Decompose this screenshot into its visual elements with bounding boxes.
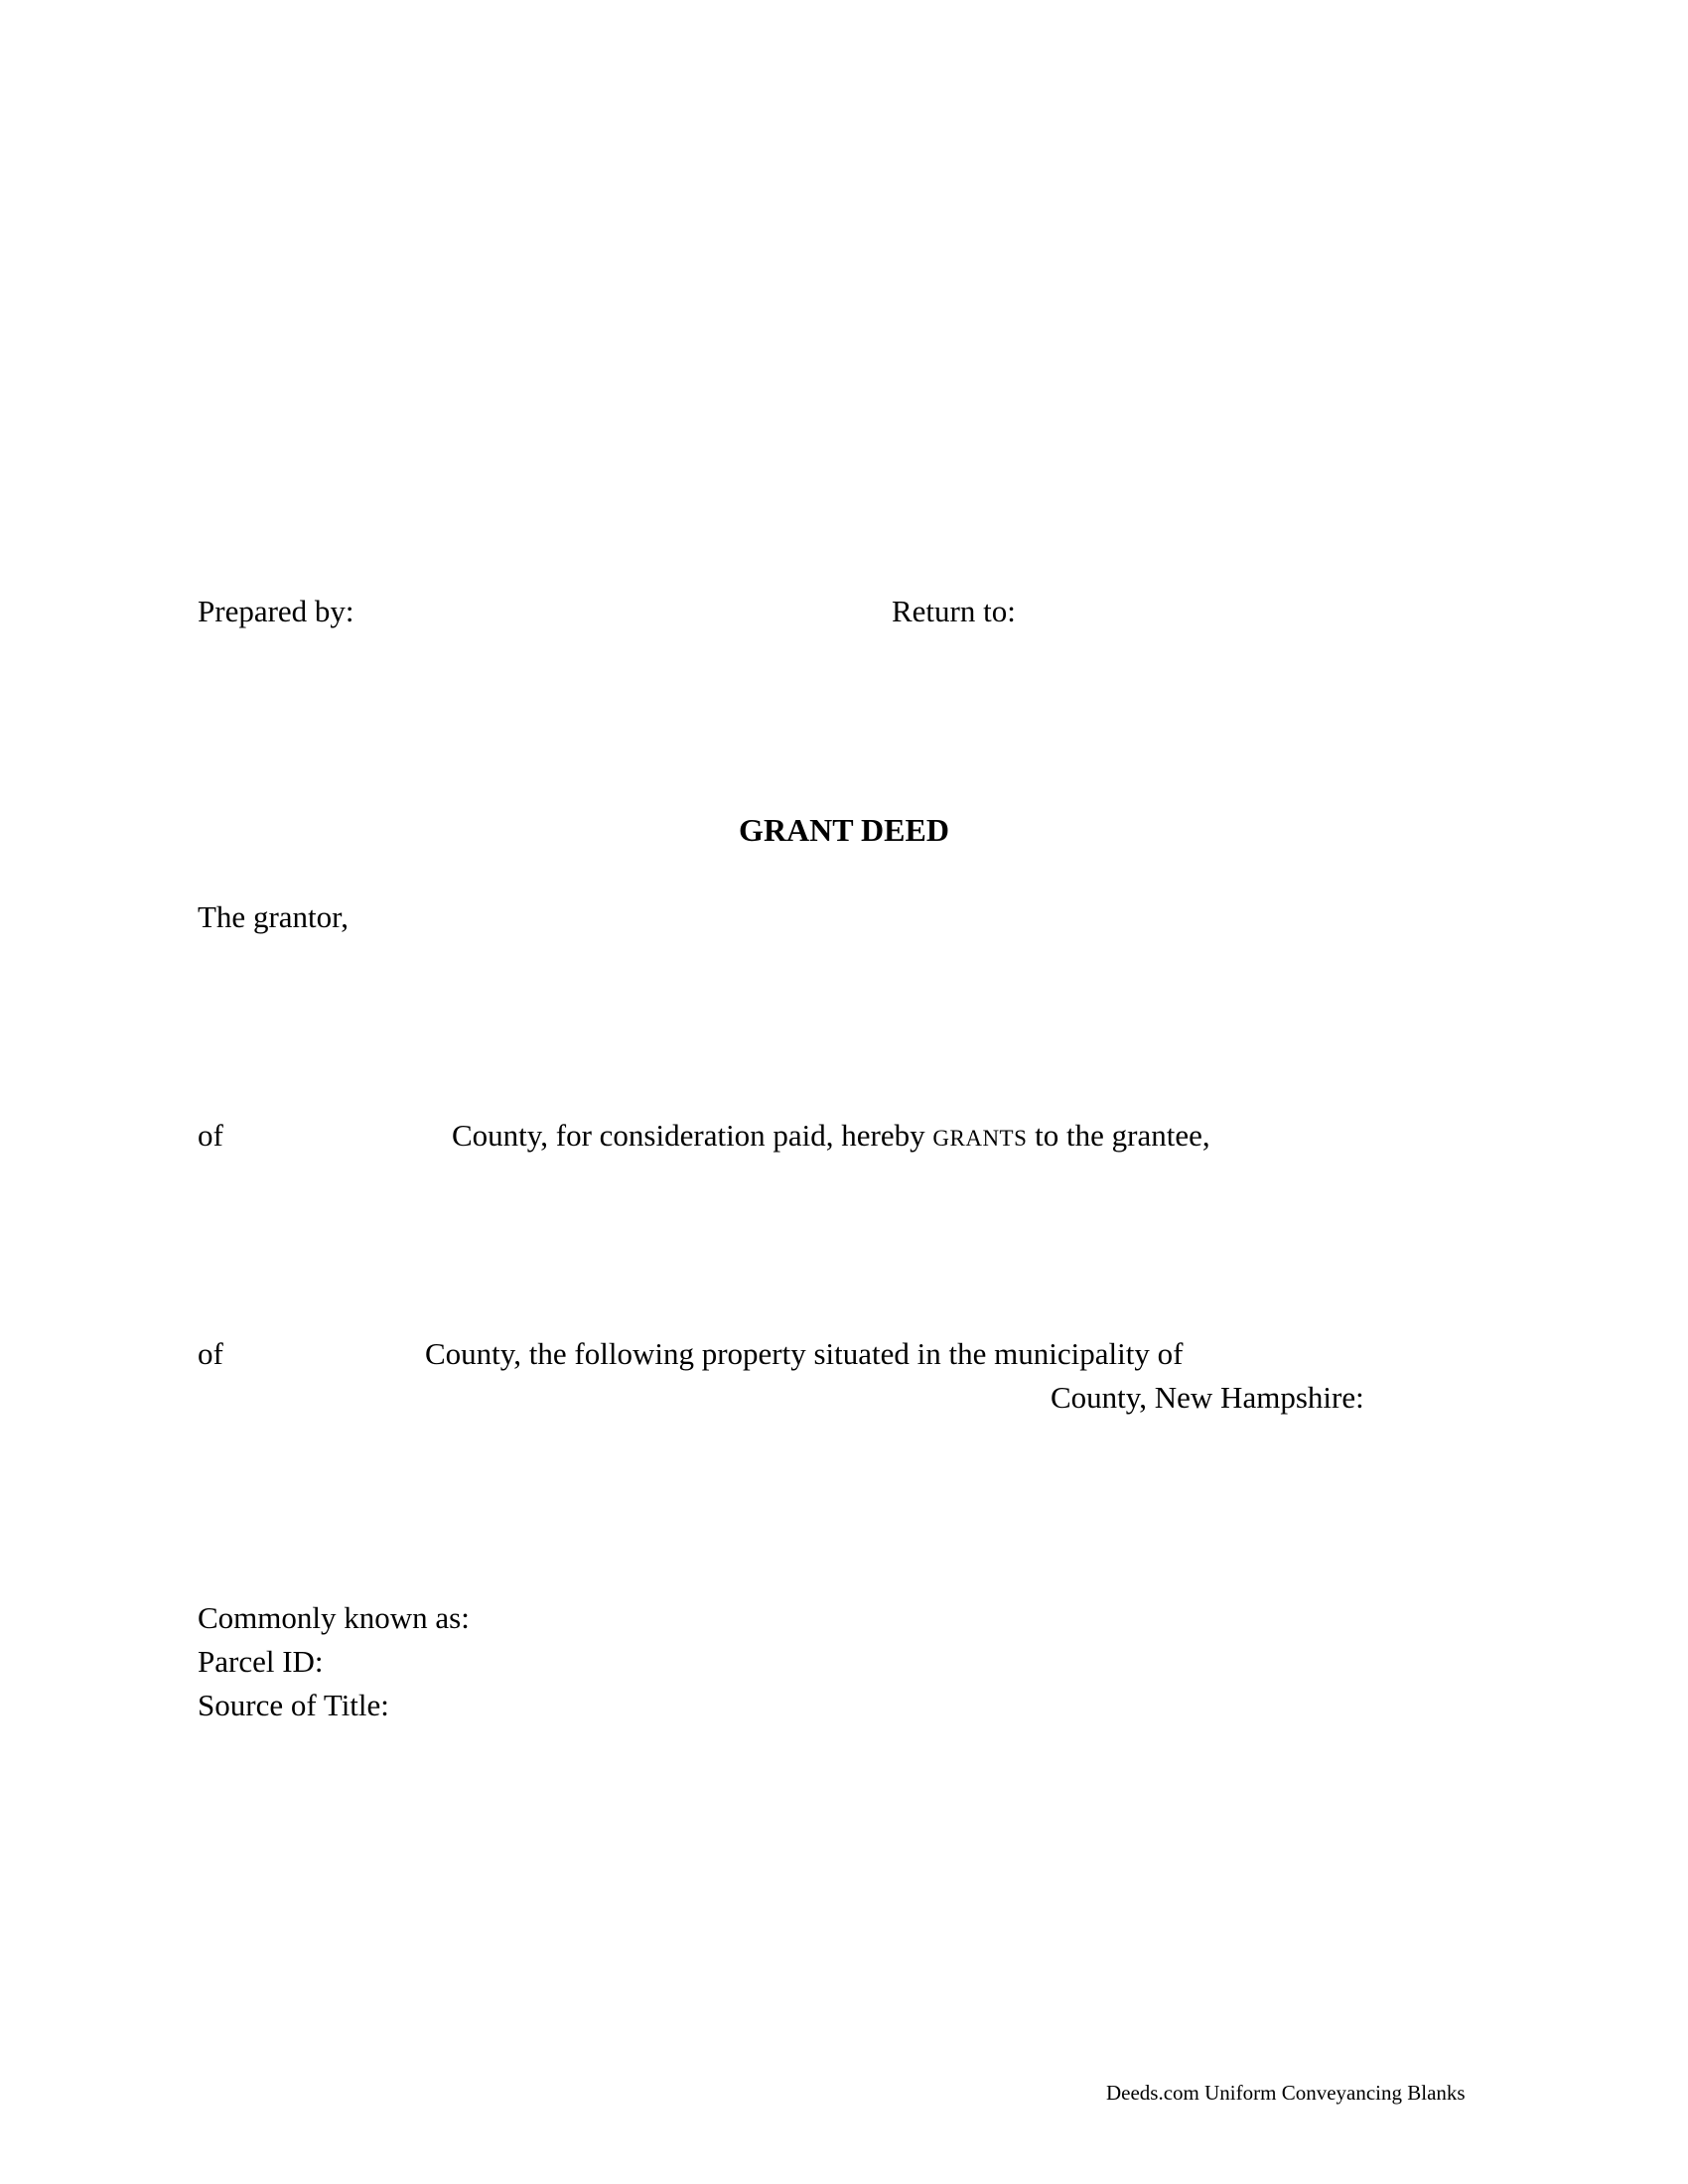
parcel-id-label: Parcel ID: bbox=[198, 1644, 324, 1679]
grantee-of-label: of bbox=[198, 1336, 223, 1371]
commonly-known-label: Commonly known as: bbox=[198, 1600, 470, 1635]
grantor-of-label: of bbox=[198, 1118, 223, 1153]
source-of-title-label: Source of Title: bbox=[198, 1688, 389, 1722]
grantee-text: to the grantee, bbox=[1035, 1118, 1210, 1153]
grantor-clause bbox=[452, 1120, 1210, 1151]
prepared-by-label: Prepared by: bbox=[198, 594, 354, 628]
grantor-intro: The grantor, bbox=[198, 899, 349, 934]
state-text: County, New Hampshire: bbox=[1051, 1380, 1364, 1415]
footer-text: Deeds.com Uniform Conveyancing Blanks bbox=[1106, 2081, 1466, 2105]
document-title: GRANT DEED bbox=[739, 812, 949, 848]
grantor-county-text: County, for consideration paid, hereby bbox=[452, 1118, 925, 1153]
grants-word: GRANTS bbox=[932, 1126, 1028, 1151]
return-to-label: Return to: bbox=[892, 594, 1016, 628]
grantee-county-text: County, the following property situated in the municipality of bbox=[425, 1336, 1184, 1371]
